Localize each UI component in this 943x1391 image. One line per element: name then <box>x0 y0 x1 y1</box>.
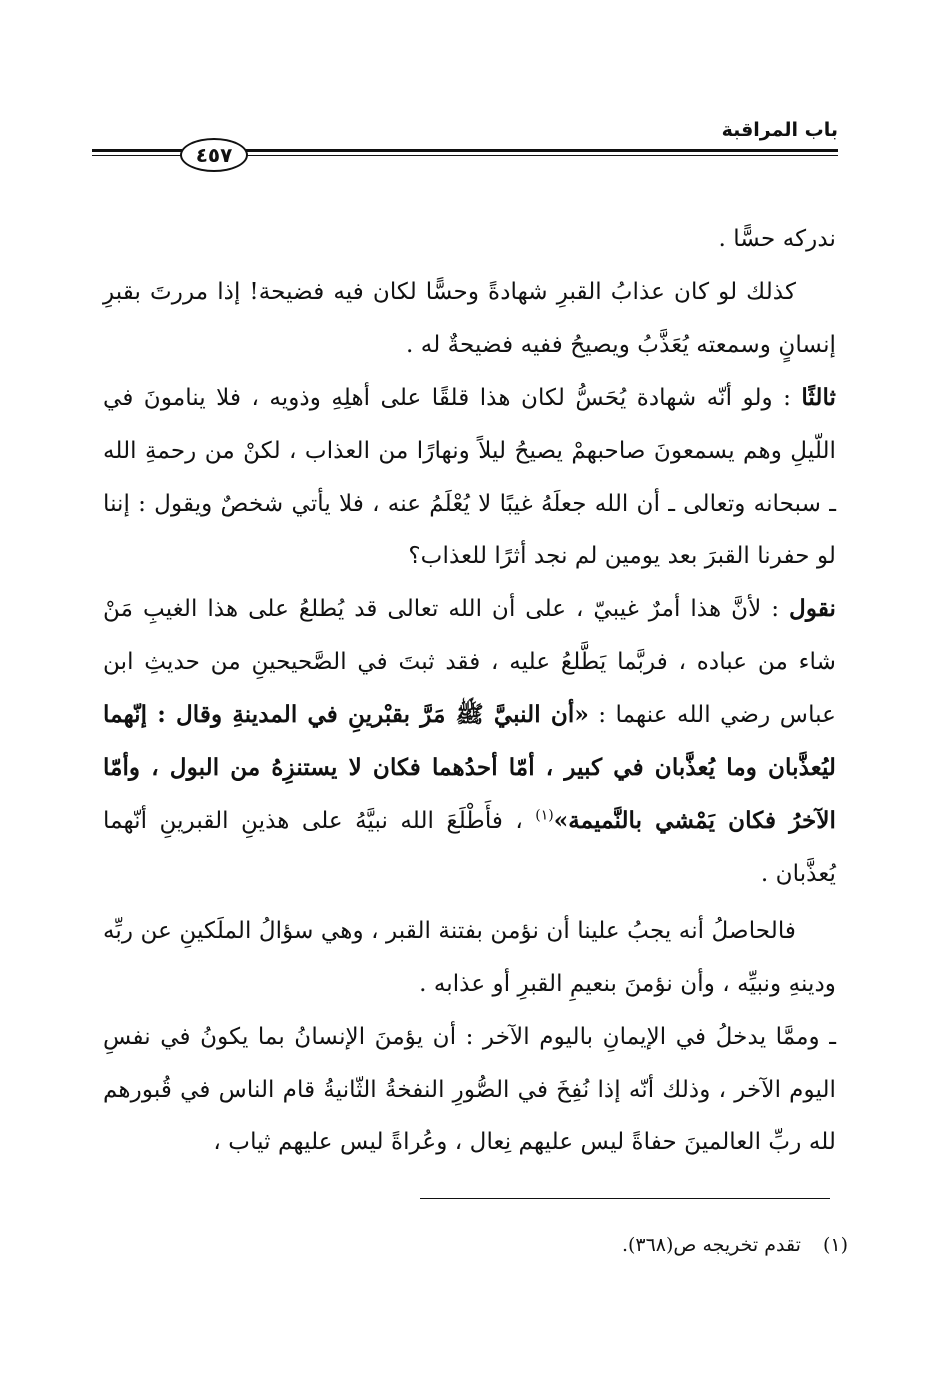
footnote-text: تقدم تخريجه ص(٣٦٨). <box>621 1234 801 1256</box>
footnote <box>622 1232 848 1258</box>
paragraph-text: ـ وممَّا يدخلُ في الإيمانِ باليوم الآخر : أن يؤمنَ الإنسانُ بما يكونُ في نفسِ اليوم الآخر ، وذلك أنّه إذا نُفِخَ في الصُّورِ النفخةُ الثّانيةُ قام الناس في قُبورهم لله ربِّ العالمينَ حفاةً ليس عليهم نِعال ، وعُراةً ليس عليهم ثياب ، <box>103 1022 836 1156</box>
footnote-reference[interactable]: (١) <box>535 807 554 824</box>
hadith-quote: «أن النبيَّ ﷺ مَرَّ بقبْرينِ في المدينةِ وقال : إنّهما ليُعذَّبان وما يُعذَّبان في كبير ، أمّا أحدُهما فكان لا يستنزِهُ من البول ، وأمّا الآخرُ فكان يَمْشي بالنَّميمة» <box>103 701 836 834</box>
paragraph-1 <box>103 213 836 266</box>
paragraph-text: : ولو أنّه شهادة يُحَسُّ لكان هذا قلقًا على أهلِهِ وذويه ، فلا ينامونَ في اللّيلِ وهم يسمعونَ صاحبهمْ يصيحُ ليلاً ونهارًا من العذاب ، لكنْ من رحمةِ الله ـ سبحانه وتعالى ـ أن الله جعلَهُ غيبًا لا يُعْلَمُ عنه ، فلا يأتي شخصٌ ويقول : إننا لو حفرنا القبرَ بعد يومين لم نجد أثرًا للعذاب؟ <box>103 383 836 570</box>
header-rule-left-thin <box>92 155 182 156</box>
paragraph-text: كذلك لو كان عذابُ القبرِ شهادةً وحسًّا لكان فيه فضيحة! إذا مررتَ بقبرِ إنسانٍ وسمعته يُعَذَّبُ ويصيحُ ففيه فضيحةٌ له . <box>103 277 836 358</box>
header-rule-right <box>242 149 838 152</box>
paragraph-2 <box>103 266 836 372</box>
header-rule-left <box>92 149 182 152</box>
paragraph-text: ، فأَطْلَعَ الله نبيَّهُ على هذينِ القبرينِ أنّهما يُعذَّبان . <box>103 806 836 887</box>
paragraph-lead: نقول <box>789 595 837 623</box>
paragraph-text: فالحاصلُ أنه يجبُ علينا أن نؤمن بفتنة القبر ، وهي سؤالُ الملَكينِ عن ربِّه ودينهِ ونبيِّه ، وأن نؤمنَ بنعيمِ القبرِ أو عذابه . <box>103 916 836 997</box>
chapter-title: باب المراقبة <box>721 119 838 141</box>
header-rule-right-thin <box>242 155 838 156</box>
paragraph-text: : لأنَّ هذا أمرٌ غيبيّ ، على أن الله تعالى قد يُطلعُ على هذا الغيبِ مَنْ شاء من عباده ، فربَّما يَطَّلعُ عليه ، فقد ثبتَ في الصَّحيحينِ من حديثِ ابن عباس رضي الله عنهما : <box>103 595 836 729</box>
page-number: ٤٥٧ <box>180 138 248 172</box>
paragraph-3 <box>103 372 836 584</box>
paragraph-5 <box>103 905 836 1011</box>
footnote-divider <box>420 1198 830 1199</box>
footnote-number: (١) <box>822 1234 848 1256</box>
paragraph-6 <box>103 1011 836 1170</box>
body-text <box>103 213 836 1169</box>
paragraph-text: ندركه حسًّا . <box>718 225 836 252</box>
paragraph-4 <box>103 583 836 900</box>
page-header <box>92 118 838 178</box>
paragraph-lead: ثالثًا <box>801 383 836 411</box>
